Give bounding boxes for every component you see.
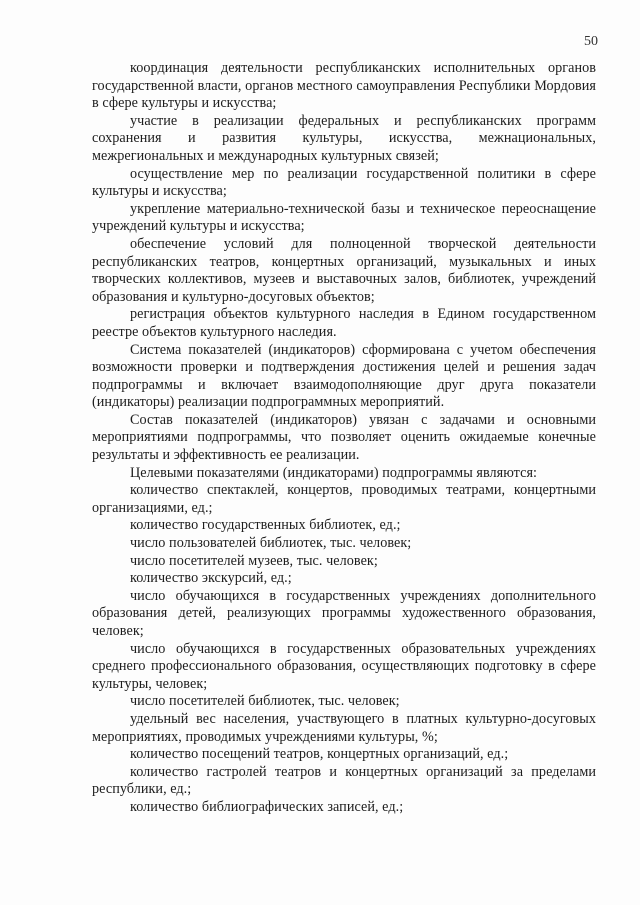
list-item: число обучающихся в государственных образовательных учреждениях среднего профессионального образования, осуществляющих подготовку в сфере культуры, человек; [92, 640, 596, 692]
list-item: число посетителей библиотек, тыс. человек; [130, 693, 400, 710]
list-item: количество библиографических записей, ед.; [130, 798, 404, 815]
paragraph: Состав показателей (индикаторов) увязан с задачами и основными мероприятиями подпрограммы, что позволяет оценить ожидаемые конечные результаты и эффективность ее реализации. [92, 411, 596, 464]
paragraph: регистрация объектов культурного наследия в Едином государственном реестре объектов культурного наследия. [92, 306, 596, 340]
list-item: число обучающихся в государственных учреждениях дополнительного образования детей, реализующих программы художественного образования, человек; [92, 587, 596, 639]
paragraph: участие в реализации федеральных и республиканских программ сохранения и развития культуры, искусства, межнациональных, межрегиональных и международных культурных связей; [92, 112, 596, 164]
paragraph: укрепление материально-технической базы и техническое переоснащение учреждений культуры и искусства; [92, 200, 596, 235]
page-number: 50 [584, 34, 598, 49]
list-item: количество посещений театров, концертных организаций, ед.; [130, 746, 509, 763]
list-item: количество государственных библиотек, ед.; [130, 517, 401, 534]
list-item: число посетителей музеев, тыс. человек; [130, 552, 378, 569]
paragraph: Система показателей (индикаторов) сформирована с учетом обеспечения возможности проверки и подтверждения достижения целей и решения задач подпрограммы и включает взаимодополняющие друг друга показатели (индикаторы) реализации подпрограммных мероприятий. [92, 341, 596, 411]
paragraph: осуществление мер по реализации государственной политики в сфере культуры и искусства; [92, 165, 596, 200]
list-item: число пользователей библиотек, тыс. человек; [130, 535, 412, 552]
list-item: количество гастролей театров и концертных организаций за пределами республики, ед.; [92, 763, 596, 798]
list-item: количество экскурсий, ед.; [130, 570, 292, 587]
paragraph: координация деятельности республиканских исполнительных органов государственной власти, органов местного самоуправления Республики Мордовия в сфере культуры и искусства; [92, 60, 596, 112]
list-item: удельный вес населения, участвующего в платных культурно-досуговых мероприятиях, проводимых учреждениями культуры, %; [92, 710, 596, 745]
paragraph: Целевыми показателями (индикаторами) подпрограммы являются: [130, 464, 538, 481]
document-body [92, 60, 596, 817]
paragraph: обеспечение условий для полноценной творческой деятельности республиканских театров, концертных организаций, музыкальных и иных творческих коллективов, музеев и выставочных залов, библиотек, учреждений образования и культурно-досуговых объектов; [92, 235, 596, 305]
list-item: количество спектаклей, концертов, проводимых театрами, концертными организациями, ед.; [92, 482, 596, 516]
